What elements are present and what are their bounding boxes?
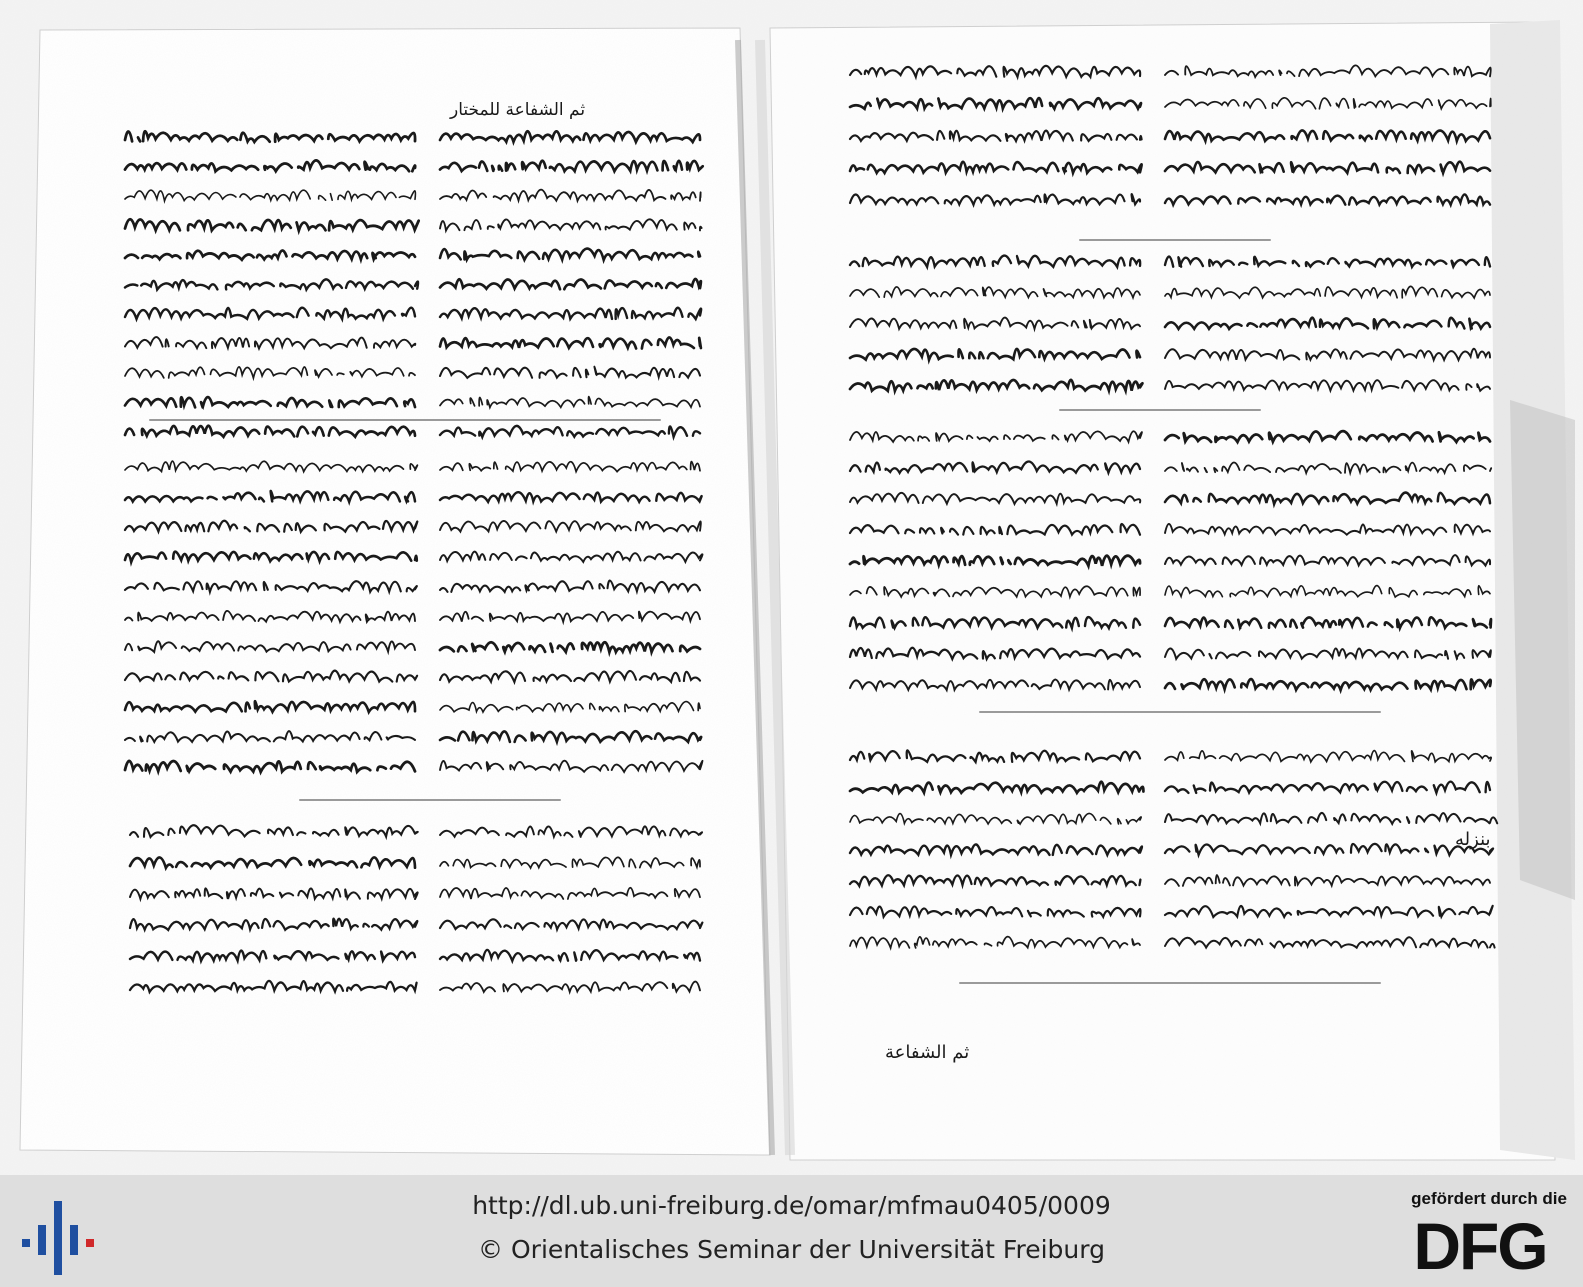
funder-caption: gefördert durch die bbox=[1411, 1189, 1567, 1208]
dfg-logo-text: DFG bbox=[1413, 1215, 1547, 1273]
dfg-logo-icon bbox=[1395, 1215, 1565, 1273]
copyright-text: © Orientalisches Seminar der Universität Freiburg bbox=[478, 1235, 1105, 1264]
catchword: ثم الشفاعة bbox=[885, 1042, 970, 1063]
left-page-header-note: ثم الشفاعة للمختار bbox=[450, 100, 586, 120]
footer-bar bbox=[0, 1175, 1583, 1287]
margin-note: بنزله bbox=[1455, 829, 1491, 850]
permalink-url[interactable]: http://dl.ub.uni-freiburg.de/omar/mfmau0405/0009 bbox=[472, 1191, 1111, 1220]
